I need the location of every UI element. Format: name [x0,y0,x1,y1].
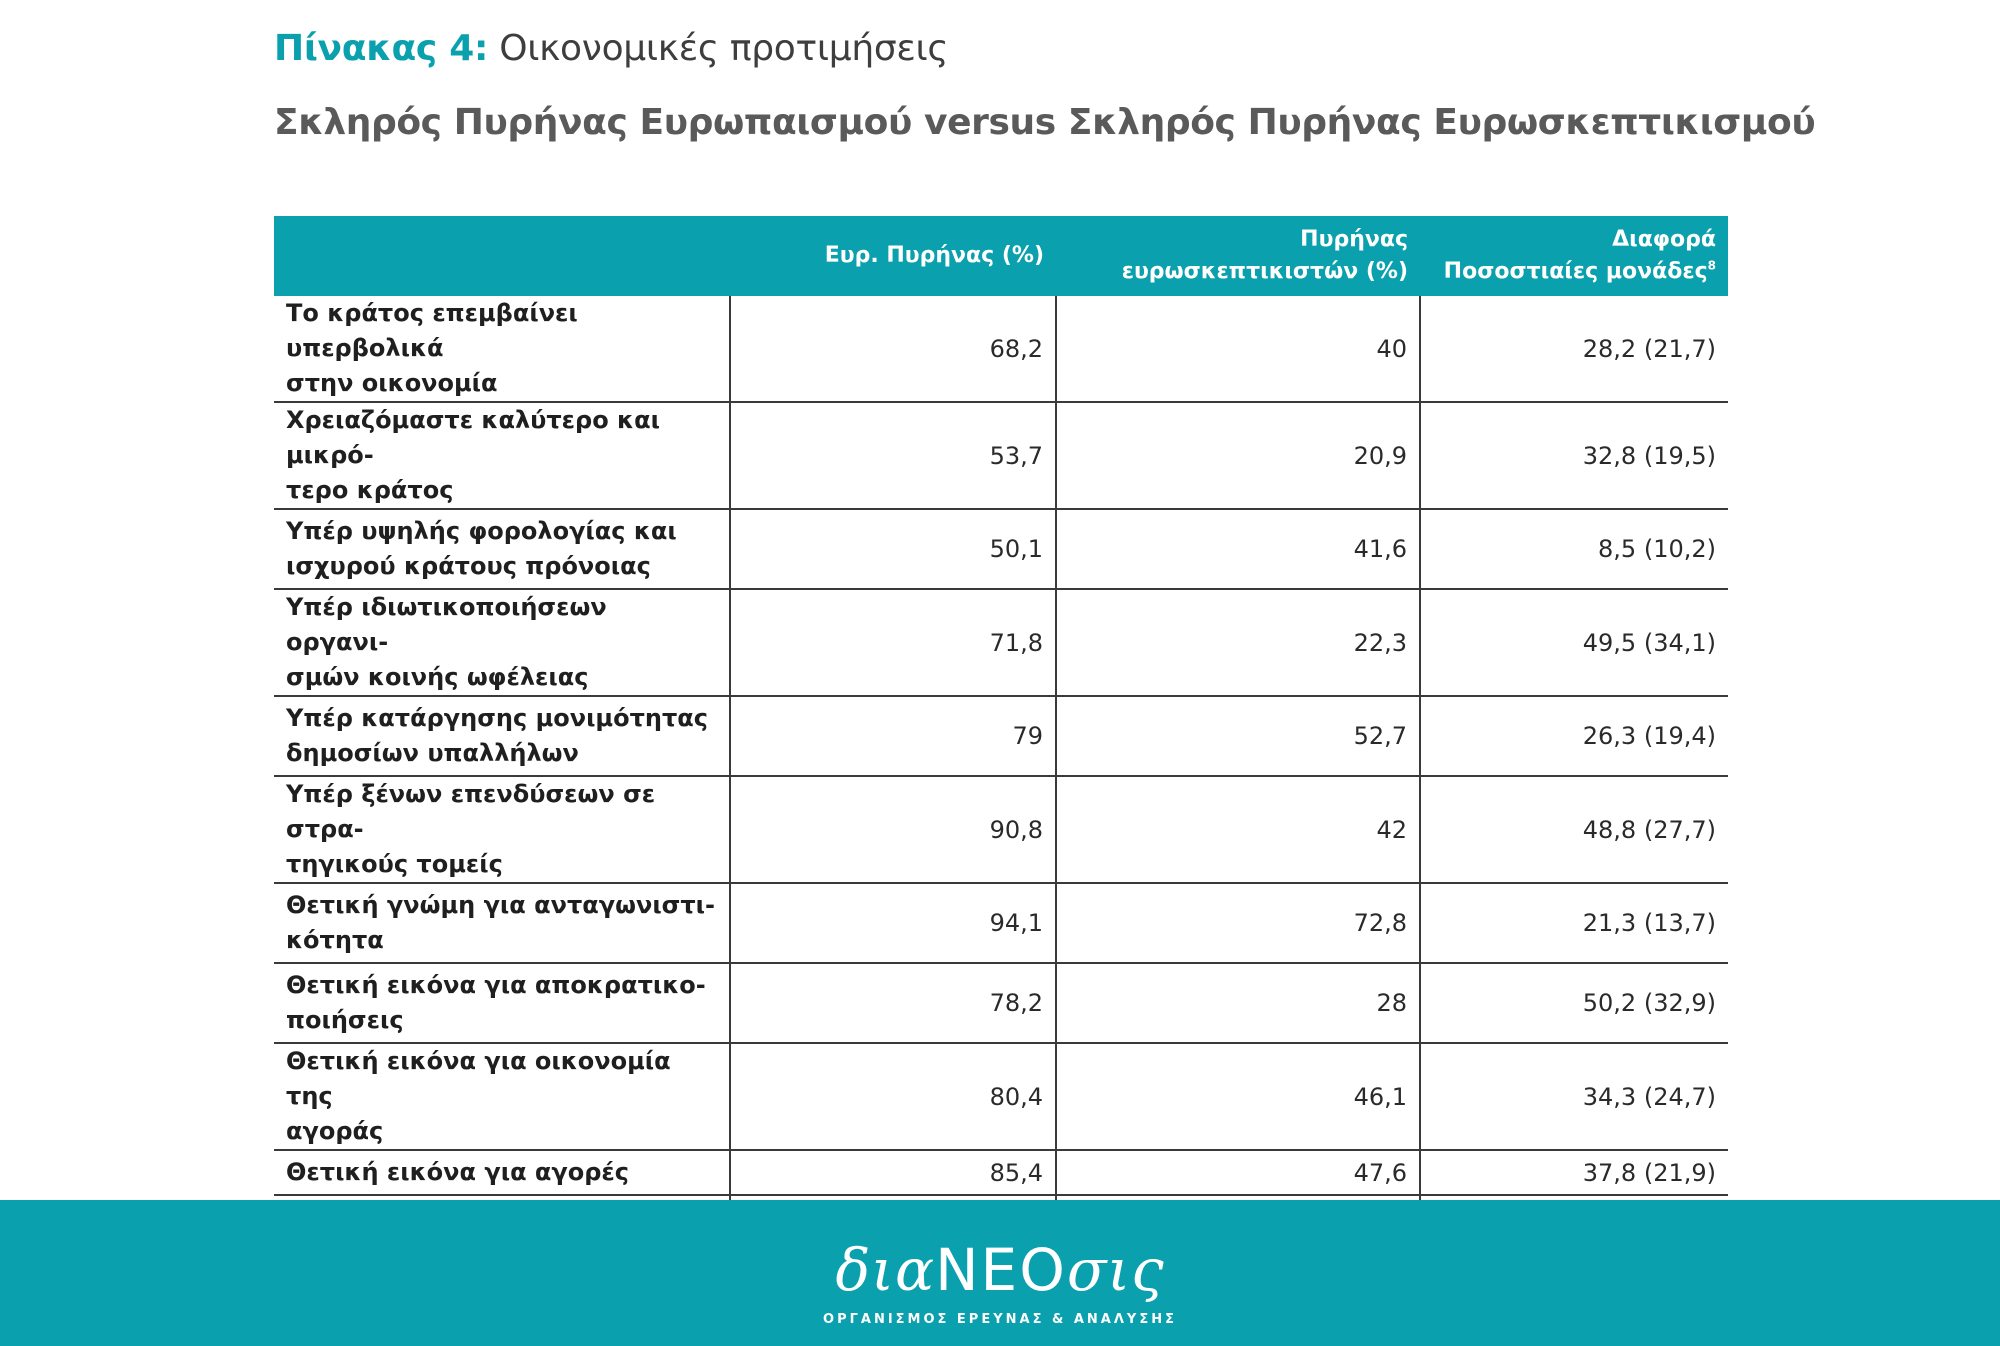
row-label [274,509,730,589]
cell-eu-core: 78,2 [730,963,1056,1043]
row-label [274,776,730,883]
table-header-row [274,216,1728,296]
row-label-line2: αγοράς [286,1117,384,1145]
logo-part-neo: NEO [935,1236,1067,1304]
cell-difference: 28,2 (21,7) [1420,296,1728,402]
row-label-line1: Υπέρ κατάργησης μονιμότητας [286,704,709,732]
row-label-line2: ποιήσεις [286,1006,404,1034]
cell-difference: 49,5 (34,1) [1420,589,1728,696]
row-label-line2: τερο κράτος [286,476,454,504]
row-label-line2: σμών κοινής ωφέλειας [286,663,589,691]
row-label [274,963,730,1043]
cell-sceptic-core: 42 [1056,776,1420,883]
row-label-line1: Θετική εικόνα για οικονομία της [286,1047,671,1110]
row-label-line1: Θετική εικόνα για αγορές [286,1158,629,1186]
logo-part-pre: δια [835,1236,936,1304]
logo-tagline: ΟΡΓΑΝΙΣΜΟΣ ΕΡΕΥΝΑΣ & ΑΝΑΛΥΣΗΣ [823,1312,1177,1327]
cell-sceptic-core: 47,6 [1056,1150,1420,1195]
row-label [274,402,730,509]
cell-eu-core: 85,4 [730,1150,1056,1195]
cell-sceptic-core: 40 [1056,296,1420,402]
header-difference-line1: Διαφορά [1612,227,1716,252]
cell-eu-core: 68,2 [730,296,1056,402]
footer-bar [0,1200,2000,1346]
row-label-line2: στην οικονομία [286,369,498,397]
cell-difference: 34,3 (24,7) [1420,1043,1728,1150]
cell-difference: 37,8 (21,9) [1420,1150,1728,1195]
row-label-line1: Υπέρ ξένων επενδύσεων σε στρα- [286,780,656,843]
row-label [274,296,730,402]
row-label-line2: ισχυρού κράτους πρόνοιας [286,552,651,580]
table-row [274,296,1728,402]
header-sceptic-core [1056,216,1420,296]
table-row [274,402,1728,509]
header-sceptic-line2: ευρωσκεπτικιστών (%) [1121,259,1408,284]
cell-difference: 48,8 (27,7) [1420,776,1728,883]
row-label-line2: κότητα [286,926,384,954]
table-subtitle: Σκληρός Πυρήνας Ευρωπαισμού versus Σκληρός Πυρήνας Ευρωσκεπτικισμού [274,102,1816,143]
header-label-column [274,216,730,296]
table-row [274,589,1728,696]
row-label [274,696,730,776]
table-row [274,883,1728,963]
logo-part-post: σις [1066,1236,1165,1304]
header-difference-line2: Ποσοστιαίες μονάδες [1443,259,1708,284]
table-number: Πίνακας 4: [274,28,489,69]
footnote-marker: 8 [1707,258,1716,273]
cell-sceptic-core: 46,1 [1056,1043,1420,1150]
cell-sceptic-core: 28 [1056,963,1420,1043]
row-label-line1: Θετική εικόνα για αποκρατικο- [286,971,706,999]
cell-sceptic-core: 52,7 [1056,696,1420,776]
table-row [274,963,1728,1043]
cell-eu-core: 71,8 [730,589,1056,696]
cell-difference: 8,5 (10,2) [1420,509,1728,589]
table-row [274,776,1728,883]
cell-eu-core: 53,7 [730,402,1056,509]
dianeosis-logo [0,1236,2000,1304]
row-label-line1: Το κράτος επεμβαίνει υπερβολικά [286,299,578,362]
cell-difference: 32,8 (19,5) [1420,402,1728,509]
row-label-line2: δημοσίων υπαλλήλων [286,739,579,767]
table-row [274,509,1728,589]
cell-eu-core: 80,4 [730,1043,1056,1150]
cell-eu-core: 94,1 [730,883,1056,963]
data-table [274,216,1728,1241]
cell-sceptic-core: 22,3 [1056,589,1420,696]
row-label-line1: Θετική γνώμη για ανταγωνιστι- [286,891,715,919]
table-row [274,1150,1728,1195]
header-eu-core [730,216,1056,296]
row-label-line1: Υπέρ υψηλής φορολογίας και [286,517,677,545]
table-body [274,296,1728,1240]
cell-difference: 50,2 (32,9) [1420,963,1728,1043]
header-eu-core-text: Ευρ. Πυρήνας (%) [824,243,1044,268]
cell-eu-core: 79 [730,696,1056,776]
cell-difference: 26,3 (19,4) [1420,696,1728,776]
row-label-line2: τηγικούς τομείς [286,850,503,878]
table-title [274,28,948,69]
header-difference [1420,216,1728,296]
data-table-container [274,216,1728,1241]
table-row [274,696,1728,776]
row-label [274,1150,730,1195]
cell-sceptic-core: 72,8 [1056,883,1420,963]
cell-difference: 21,3 (13,7) [1420,883,1728,963]
table-row [274,1043,1728,1150]
cell-eu-core: 50,1 [730,509,1056,589]
row-label-line1: Υπέρ ιδιωτικοποιήσεων οργανι- [286,593,607,656]
cell-eu-core: 90,8 [730,776,1056,883]
cell-sceptic-core: 41,6 [1056,509,1420,589]
row-label [274,883,730,963]
row-label [274,589,730,696]
row-label-line1: Χρειαζόμαστε καλύτερο και μικρό- [286,406,660,469]
row-label [274,1043,730,1150]
cell-sceptic-core: 20,9 [1056,402,1420,509]
header-sceptic-line1: Πυρήνας [1300,227,1408,252]
table-title-text: Οικονομικές προτιμήσεις [499,28,949,69]
